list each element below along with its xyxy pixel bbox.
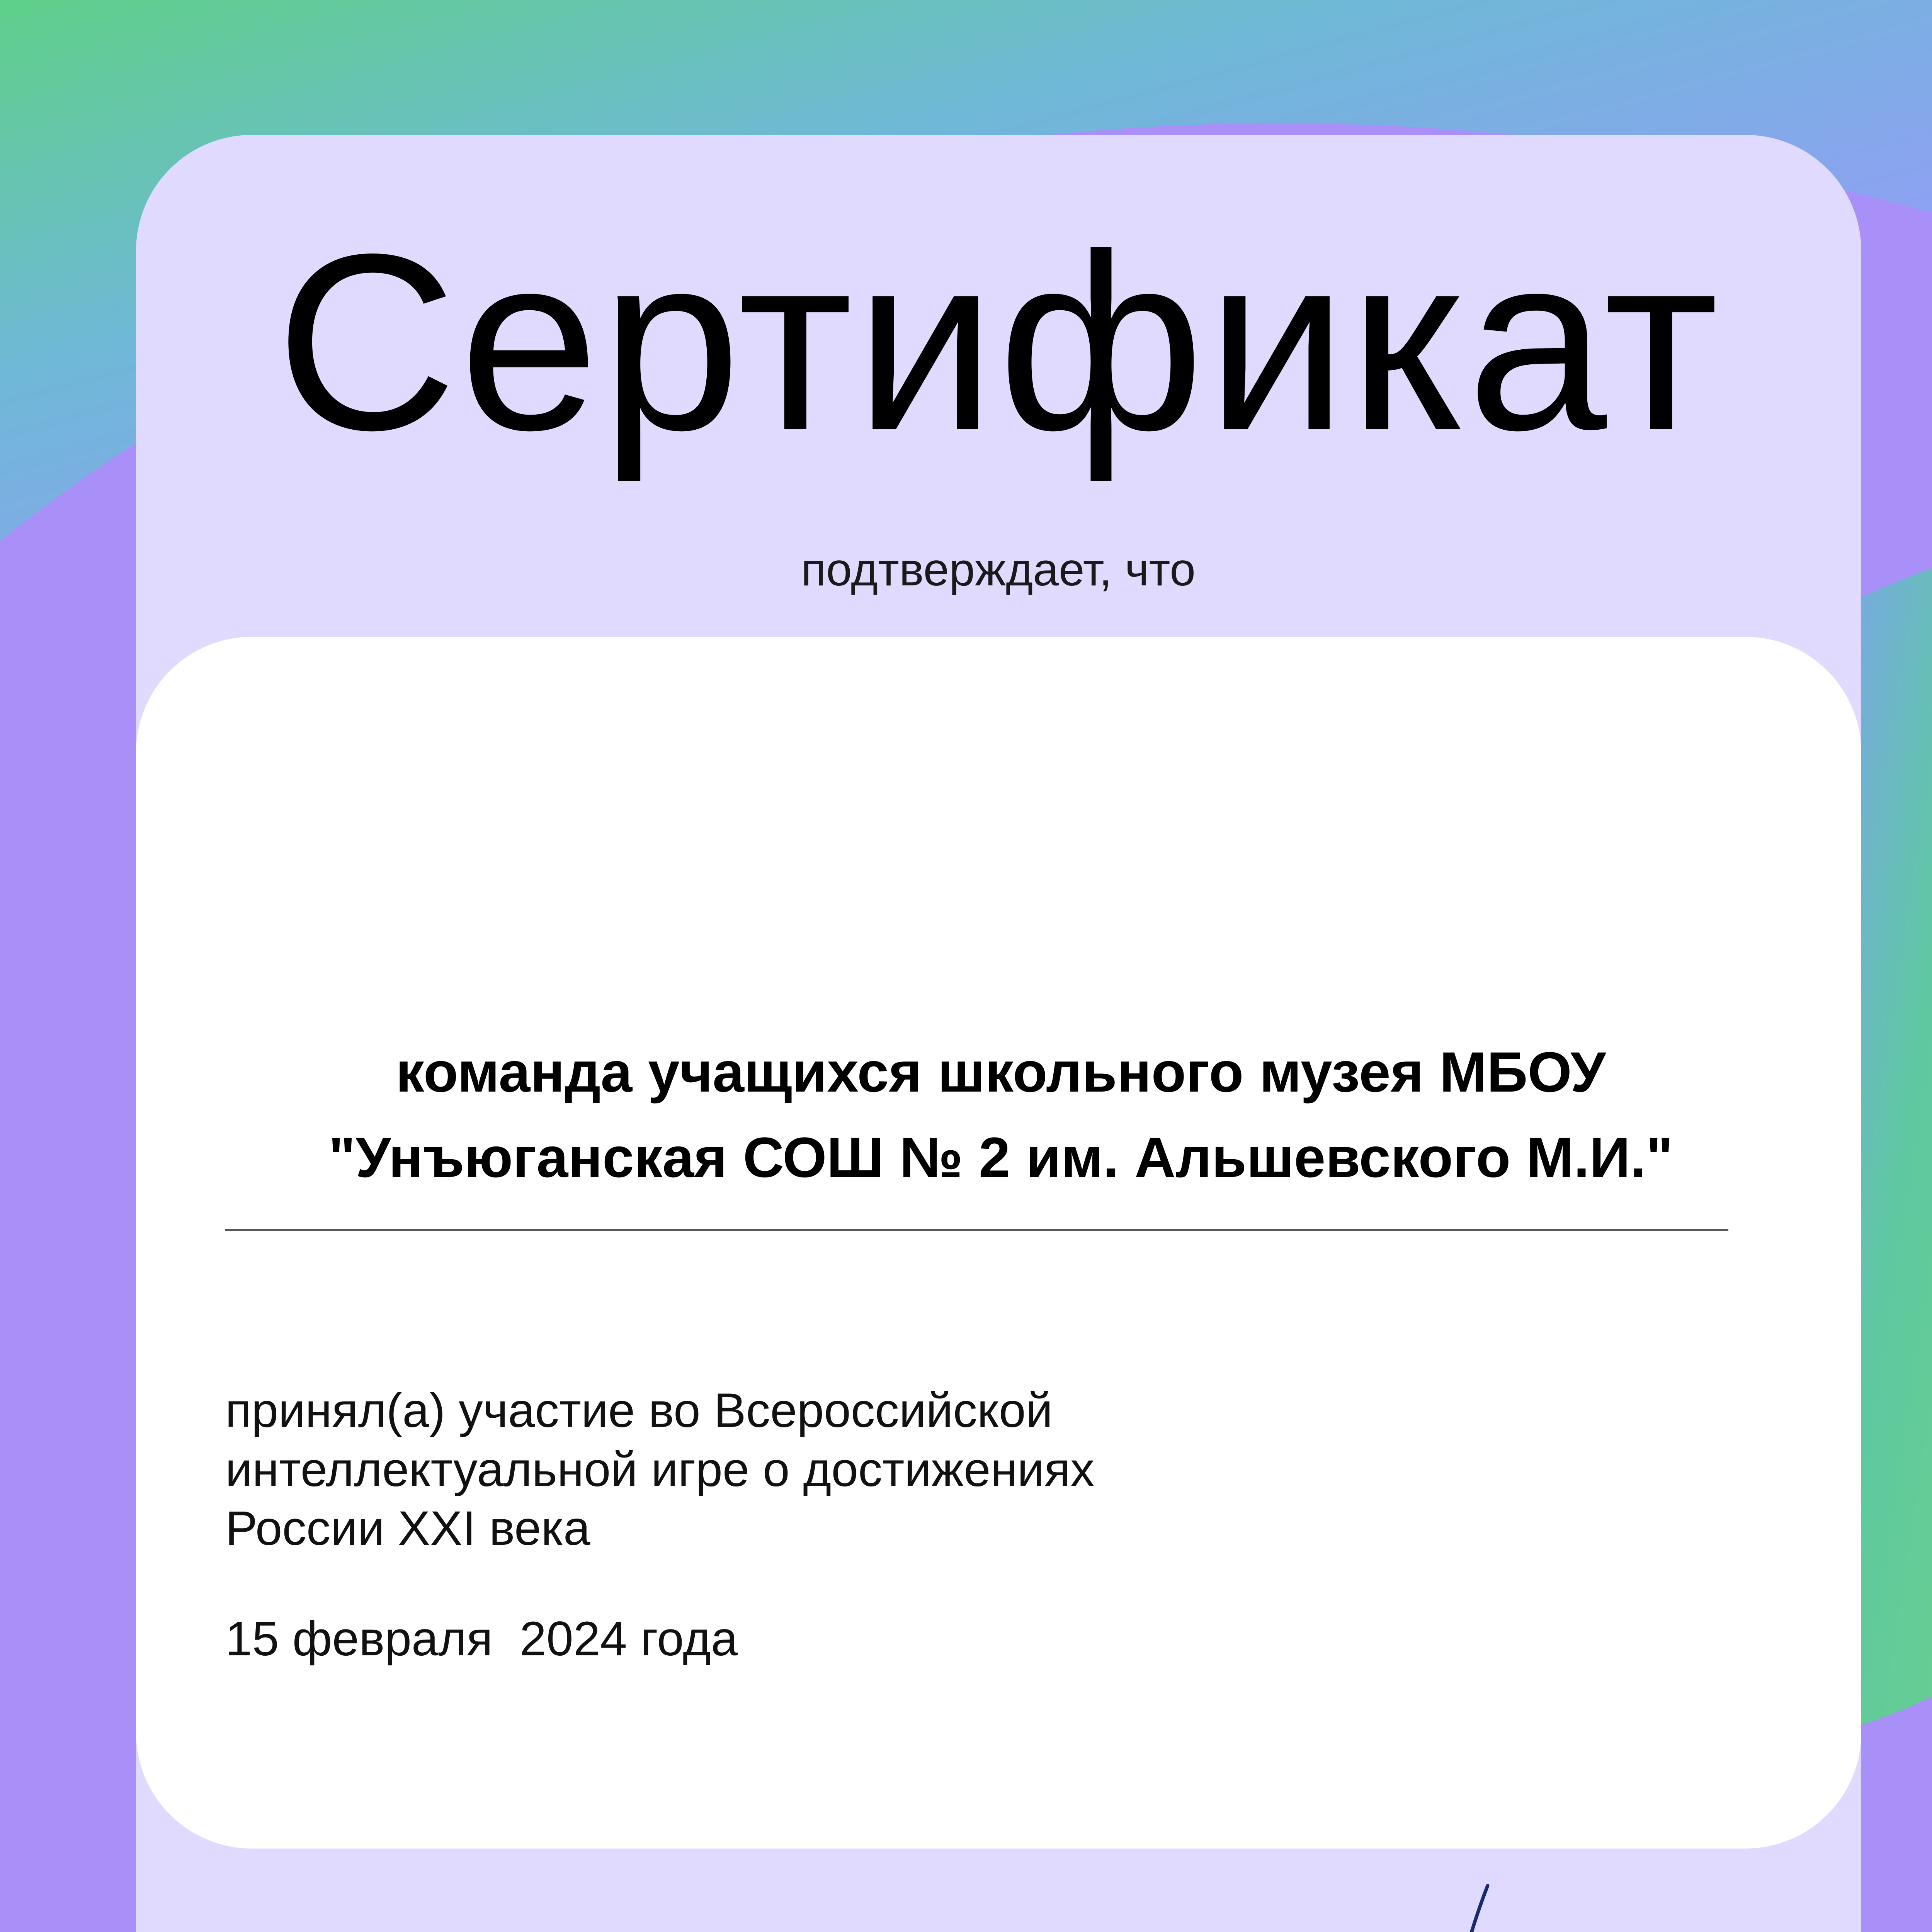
event-date: 15 февраля 2024 года <box>225 1612 738 1666</box>
participation-description <box>225 1381 1384 1558</box>
recipient-line-1: команда учащихся школьного музея МБОУ <box>396 1041 1606 1104</box>
certificate-title: Сертификат <box>276 202 1721 482</box>
recipient-panel <box>136 637 1861 1849</box>
description-line-1: принял(а) участие во Всероссийской <box>225 1384 1053 1437</box>
description-line-2: интеллектуальной игре о достижениях <box>225 1442 1095 1497</box>
certificate-subtitle: подтверждает, что <box>801 544 1196 595</box>
recipient-name <box>193 1030 1808 1200</box>
recipient-underline <box>225 1229 1728 1231</box>
signature-karikh <box>1306 1878 1492 1932</box>
recipient-line-2: "Унъюганская СОШ № 2 им. Альшевского М.И." <box>328 1126 1673 1189</box>
description-line-3: России XXI века <box>225 1502 590 1555</box>
